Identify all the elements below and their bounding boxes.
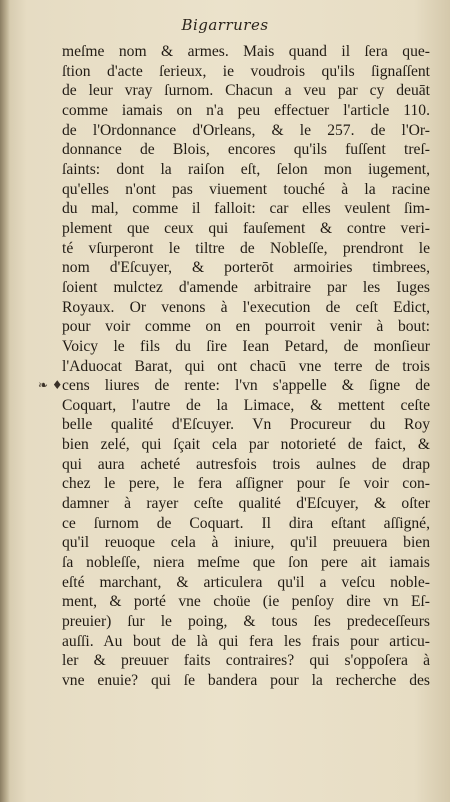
text-line: vne enuie? qui ſe bandera pour la recherche des: [62, 672, 430, 689]
text-line: de l'Ordonnance d'Orleans, & le 257. de l'Or-: [62, 121, 430, 139]
page-gutter-shadow: [0, 0, 10, 802]
text-line: Royaux. Or venons à l'execution de ceſt Edict,: [62, 298, 430, 316]
text-line: de leur vray ſurnom. Chacun a veu par cy deuāt: [62, 82, 430, 100]
margin-note-mark: ❧ ♦: [38, 378, 63, 392]
text-line: plement que ceux qui fauſement & contre veri-: [62, 219, 430, 237]
text-line: ſoient mulctez d'amende arbitraire par les Iuges: [62, 278, 430, 296]
text-line: damner à rayer ceſte qualité d'Eſcuyer, & oſter: [62, 495, 430, 513]
text-line: belle qualité d'Eſcuyer. Vn Procureur du Roy: [62, 416, 430, 434]
text-line: nom d'Eſcuyer, & porterōt armoiries timbrees,: [62, 259, 430, 277]
text-line: qui aura acheté autresfois trois aulnes de drap: [62, 455, 430, 473]
text-line: Coquart, l'autre de la Limace, & mettent ceſte: [62, 396, 430, 414]
text-line: ſtion d'acte ſerieux, ie voudrois qu'ils ſignaſſent: [62, 62, 430, 80]
text-line: du mal, comme il falloit: car elles veulent ſim-: [62, 200, 430, 218]
text-line: ler & preuuer faits contraires? qui s'oppoſera à: [62, 652, 430, 670]
text-line: cens liures de rente: l'vn s'appelle & ſigne de: [62, 377, 430, 395]
text-line: auſſi. Au bout de là qui fera les frais pour articu-: [62, 632, 430, 650]
text-line: té vſurperont le tiltre de Nobleſſe, prendront le: [62, 239, 430, 257]
text-line: ce ſurnom de Coquart. Il dira eſtant aſſigné,: [62, 514, 430, 532]
text-line: bien zelé, qui ſçait cela par notorieté de faict, &: [62, 436, 430, 454]
running-title: Bigarrures: [181, 16, 269, 34]
text-line: Voicy le fils du ſire Iean Petard, de monſieur: [62, 337, 430, 355]
text-line: ſaints: dont la raiſon eſt, ſelon mon iugement,: [62, 160, 430, 178]
text-line: pour voir comme on en pourroit venir à bout:: [62, 318, 430, 336]
text-line: meſme nom & armes. Mais quand il ſera que-: [62, 43, 430, 60]
text-line: chez le pere, le fera aſſigner pour ſe voir con-: [62, 475, 430, 493]
text-line: preuier) ſur le poing, & tous ſes predeceſſeurs: [62, 613, 430, 631]
text-line: ment, & porté vne choüe (ie penſoy dire vn Eſ-: [62, 593, 430, 611]
text-line: donnance de Blois, encores qu'ils fuſſent treſ-: [62, 141, 430, 159]
body-text: [62, 42, 430, 691]
text-line: l'Aduocat Barat, qui ont chacū vne terre de trois: [62, 357, 430, 375]
text-line: ſa nobleſſe, niera meſme que ſon pere ait iamais: [62, 554, 430, 572]
text-line: qu'il reuoque cela à iniure, qu'il preuuera bien: [62, 534, 430, 552]
text-line: eſté marchant, & articulera qu'il a veſcu noble-: [62, 573, 430, 591]
text-line: comme iamais on n'a peu effectuer l'article 110.: [62, 101, 430, 119]
text-line: qu'elles n'ont pas viuement touché à la racine: [62, 180, 430, 198]
